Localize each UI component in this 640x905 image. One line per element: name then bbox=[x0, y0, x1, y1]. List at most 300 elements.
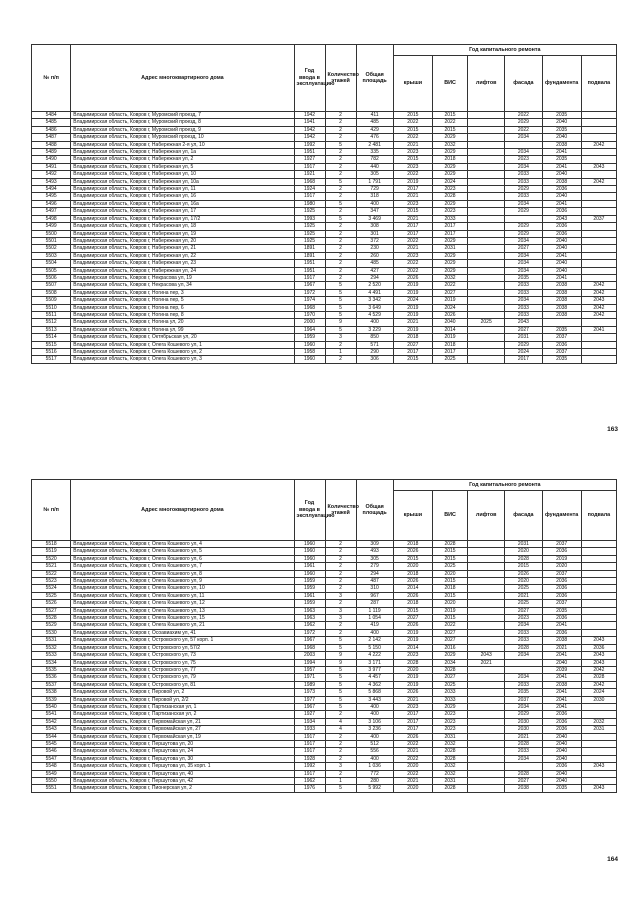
cell-basement: 2042 bbox=[581, 681, 616, 688]
cell-basement: 2042 bbox=[581, 178, 616, 185]
cell-foundation: 2038 bbox=[542, 289, 581, 296]
cell-foundation: 2041 bbox=[542, 652, 581, 659]
cell-vis: 2034 bbox=[432, 659, 467, 666]
cell-basement: 2032 bbox=[581, 718, 616, 725]
cell-foundation: 2036 bbox=[542, 711, 581, 718]
cell-basement: 2042 bbox=[581, 311, 616, 318]
cell-facade: 2034 bbox=[505, 703, 542, 710]
cell-address: Владимирская область, Ковров г, Олега Кошевого ул, 4 bbox=[71, 541, 294, 548]
cell-area: 487 bbox=[356, 578, 393, 585]
cell-vis: 2029 bbox=[432, 134, 467, 141]
cell-address: Владимирская область, Ковров г, Першутова ул, 20 bbox=[71, 740, 294, 747]
cell-address: Владимирская область, Ковров г, Некрасова ул, 19 bbox=[71, 274, 294, 281]
cell-lift bbox=[468, 171, 505, 178]
cell-roof: 2017 bbox=[393, 349, 432, 356]
cell-foundation: 2036 bbox=[542, 763, 581, 770]
cell-facade: 2022 bbox=[505, 112, 542, 119]
cell-area: 400 bbox=[356, 200, 393, 207]
cell-address: Владимирская область, Ковров г, Набережная 2-я ул, 10 bbox=[71, 141, 294, 148]
cell-address: Владимирская область, Ковров г, Набережная ул, 22 bbox=[71, 252, 294, 259]
cell-basement bbox=[581, 622, 616, 629]
cell-roof: 2018 bbox=[393, 541, 432, 548]
cell-foundation: 2038 bbox=[542, 304, 581, 311]
cell-basement bbox=[581, 112, 616, 119]
cell-lift bbox=[468, 703, 505, 710]
cell-area: 400 bbox=[356, 755, 393, 762]
cell-facade: 2029 bbox=[505, 186, 542, 193]
cell-foundation: 2040 bbox=[542, 119, 581, 126]
cell-year: 1974 bbox=[294, 297, 325, 304]
cell-foundation: 2037 bbox=[542, 570, 581, 577]
cell-num: 5544 bbox=[32, 733, 71, 740]
cell-year: 1925 bbox=[294, 237, 325, 244]
table-row bbox=[32, 186, 617, 193]
cell-facade: 2034 bbox=[505, 134, 542, 141]
cell-floors: 5 bbox=[325, 666, 356, 673]
cell-num: 5509 bbox=[32, 297, 71, 304]
cell-area: 309 bbox=[356, 541, 393, 548]
cell-basement bbox=[581, 563, 616, 570]
cell-foundation: 2036 bbox=[542, 592, 581, 599]
cell-basement bbox=[581, 585, 616, 592]
cell-basement bbox=[581, 245, 616, 252]
cell-year: 1959 bbox=[294, 334, 325, 341]
cell-floors: 2 bbox=[325, 600, 356, 607]
cell-lift bbox=[468, 637, 505, 644]
cell-floors: 2 bbox=[325, 186, 356, 193]
cell-floors: 5 bbox=[325, 326, 356, 333]
cell-foundation: 2035 bbox=[542, 785, 581, 792]
cell-area: 850 bbox=[356, 334, 393, 341]
cell-facade: 2033 bbox=[505, 629, 542, 636]
cell-facade: 2033 bbox=[505, 282, 542, 289]
table-row bbox=[32, 334, 617, 341]
cell-vis: 2024 bbox=[432, 178, 467, 185]
cell-facade: 2015 bbox=[505, 563, 542, 570]
cell-basement bbox=[581, 770, 616, 777]
table-row bbox=[32, 659, 617, 666]
cell-roof: 2015 bbox=[393, 356, 432, 363]
cell-address: Владимирская область, Ковров г, Набережная ул, 19 bbox=[71, 230, 294, 237]
cell-roof: 2022 bbox=[393, 740, 432, 747]
cell-roof: 2020 bbox=[393, 666, 432, 673]
cell-address: Владимирская область, Ковров г, Муромский проезд, 9 bbox=[71, 126, 294, 133]
cell-roof: 2017 bbox=[393, 718, 432, 725]
cell-year: 1921 bbox=[294, 171, 325, 178]
cell-foundation: 2041 bbox=[542, 252, 581, 259]
cell-num: 5505 bbox=[32, 267, 71, 274]
cell-num: 5513 bbox=[32, 326, 71, 333]
cell-floors: 2 bbox=[325, 252, 356, 259]
cell-foundation: 2035 bbox=[542, 326, 581, 333]
cell-year: 2003 bbox=[294, 652, 325, 659]
cell-basement: 2042 bbox=[581, 666, 616, 673]
table-body bbox=[32, 112, 617, 364]
cell-lift bbox=[468, 245, 505, 252]
cell-lift bbox=[468, 274, 505, 281]
cell-facade: 2033 bbox=[505, 748, 542, 755]
cell-roof: 2021 bbox=[393, 778, 432, 785]
cell-foundation: 2036 bbox=[542, 186, 581, 193]
cell-vis: 2028 bbox=[432, 541, 467, 548]
cell-area: 493 bbox=[356, 548, 393, 555]
cell-year: 1959 bbox=[294, 578, 325, 585]
table-row bbox=[32, 193, 617, 200]
table-row bbox=[32, 356, 617, 363]
cell-floors: 4 bbox=[325, 726, 356, 733]
cell-facade: 2031 bbox=[505, 541, 542, 548]
cell-vis: 2029 bbox=[432, 652, 467, 659]
cell-roof: 2015 bbox=[393, 555, 432, 562]
cell-roof: 2018 bbox=[393, 600, 432, 607]
cell-address: Владимирская область, Ковров г, Островского ул, 57/2 bbox=[71, 644, 294, 651]
cell-foundation: 2036 bbox=[542, 726, 581, 733]
cell-num: 5523 bbox=[32, 578, 71, 585]
table-row bbox=[32, 592, 617, 599]
cell-roof: 2026 bbox=[393, 733, 432, 740]
cell-foundation: 2041 bbox=[542, 200, 581, 207]
cell-vis: 2022 bbox=[432, 119, 467, 126]
cell-lift bbox=[468, 718, 505, 725]
cell-num: 5526 bbox=[32, 600, 71, 607]
cell-facade: 2033 bbox=[505, 681, 542, 688]
table-row bbox=[32, 230, 617, 237]
page-number: 163 bbox=[607, 426, 618, 433]
cell-address: Владимирская область, Ковров г, Ногина ул, 99 bbox=[71, 326, 294, 333]
cell-vis: 2017 bbox=[432, 230, 467, 237]
cell-basement bbox=[581, 223, 616, 230]
cell-address: Владимирская область, Ковров г, Олега Кошевого ул, 6 bbox=[71, 555, 294, 562]
cell-num: 5488 bbox=[32, 141, 71, 148]
cell-lift bbox=[468, 186, 505, 193]
cell-roof: 2022 bbox=[393, 119, 432, 126]
cell-floors: 5 bbox=[325, 674, 356, 681]
cell-facade: 2034 bbox=[505, 674, 542, 681]
cell-floors: 5 bbox=[325, 644, 356, 651]
cell-vis: 2029 bbox=[432, 260, 467, 267]
cell-roof: 2015 bbox=[393, 156, 432, 163]
cell-foundation: 2040 bbox=[542, 171, 581, 178]
cell-lift bbox=[468, 141, 505, 148]
cell-num: 5542 bbox=[32, 718, 71, 725]
cell-lift bbox=[468, 555, 505, 562]
cell-foundation: 2035 bbox=[542, 156, 581, 163]
cell-facade: 2030 bbox=[505, 718, 542, 725]
cell-floors: 2 bbox=[325, 267, 356, 274]
cell-num: 5549 bbox=[32, 770, 71, 777]
cell-floors: 2 bbox=[325, 341, 356, 348]
cell-facade: 2028 bbox=[505, 770, 542, 777]
cell-facade: 2029 bbox=[505, 119, 542, 126]
cell-lift bbox=[468, 237, 505, 244]
cell-floors: 2 bbox=[325, 541, 356, 548]
cell-year: 1994 bbox=[294, 659, 325, 666]
cell-foundation: 2040 bbox=[542, 237, 581, 244]
table-row bbox=[32, 126, 617, 133]
cell-floors: 5 bbox=[325, 689, 356, 696]
cell-vis: 2018 bbox=[432, 156, 467, 163]
cell-lift bbox=[468, 770, 505, 777]
cell-roof: 2027 bbox=[393, 341, 432, 348]
cell-basement: 2031 bbox=[581, 726, 616, 733]
cell-area: 347 bbox=[356, 208, 393, 215]
cell-vis: 2032 bbox=[432, 763, 467, 770]
cell-area: 260 bbox=[356, 252, 393, 259]
cell-floors: 2 bbox=[325, 163, 356, 170]
cell-floors: 5 bbox=[325, 178, 356, 185]
cell-address: Владимирская область, Ковров г, Ногина ул, 20 bbox=[71, 319, 294, 326]
cell-vis: 2029 bbox=[432, 703, 467, 710]
cell-area: 1 119 bbox=[356, 607, 393, 614]
cell-basement: 2043 bbox=[581, 163, 616, 170]
cell-num: 5507 bbox=[32, 282, 71, 289]
cell-roof: 2028 bbox=[393, 659, 432, 666]
cell-facade bbox=[505, 215, 542, 222]
table-row bbox=[32, 289, 617, 296]
cell-facade: 2038 bbox=[505, 785, 542, 792]
cell-area: 372 bbox=[356, 237, 393, 244]
cell-basement bbox=[581, 156, 616, 163]
cell-basement bbox=[581, 200, 616, 207]
table-row bbox=[32, 141, 617, 148]
cell-address: Владимирская область, Ковров г, Набережная ул, 5 bbox=[71, 163, 294, 170]
cell-floors: 2 bbox=[325, 134, 356, 141]
cell-vis: 2019 bbox=[432, 607, 467, 614]
cell-basement bbox=[581, 778, 616, 785]
cell-roof: 2021 bbox=[393, 193, 432, 200]
table-row bbox=[32, 637, 617, 644]
cell-lift bbox=[468, 267, 505, 274]
cell-vis: 2015 bbox=[432, 548, 467, 555]
cell-lift bbox=[468, 570, 505, 577]
cell-area: 4 529 bbox=[356, 311, 393, 318]
header-num: № п/п bbox=[32, 45, 71, 112]
header-year: Год ввода в эксплуатацию bbox=[294, 480, 325, 541]
cell-foundation: 2035 bbox=[542, 607, 581, 614]
cell-basement bbox=[581, 252, 616, 259]
cell-floors: 2 bbox=[325, 585, 356, 592]
cell-vis: 2033 bbox=[432, 689, 467, 696]
cell-vis: 2032 bbox=[432, 740, 467, 747]
cell-address: Владимирская область, Ковров г, Першутова ул, 42 bbox=[71, 778, 294, 785]
table-row bbox=[32, 629, 617, 636]
cell-year: 1891 bbox=[294, 252, 325, 259]
cell-facade: 2031 bbox=[505, 334, 542, 341]
cell-foundation: 2040 bbox=[542, 260, 581, 267]
cell-roof: 2020 bbox=[393, 563, 432, 570]
cell-basement bbox=[581, 349, 616, 356]
cell-basement bbox=[581, 356, 616, 363]
cell-address: Владимирская область, Ковров г, Ногина пер, 5 bbox=[71, 297, 294, 304]
cell-year: 1972 bbox=[294, 629, 325, 636]
cell-area: 294 bbox=[356, 274, 393, 281]
cell-facade: 2028 bbox=[505, 555, 542, 562]
cell-lift bbox=[468, 326, 505, 333]
cell-address: Владимирская область, Ковров г, Октябрьская ул, 20 bbox=[71, 334, 294, 341]
cell-foundation: 2037 bbox=[542, 349, 581, 356]
cell-basement bbox=[581, 267, 616, 274]
cell-year: 1968 bbox=[294, 644, 325, 651]
cell-roof: 2019 bbox=[393, 637, 432, 644]
cell-basement bbox=[581, 171, 616, 178]
table-row bbox=[32, 260, 617, 267]
cell-roof: 2026 bbox=[393, 689, 432, 696]
cell-num: 5540 bbox=[32, 703, 71, 710]
cell-area: 772 bbox=[356, 770, 393, 777]
table-row bbox=[32, 267, 617, 274]
cell-facade: 2027 bbox=[505, 778, 542, 785]
cell-area: 427 bbox=[356, 267, 393, 274]
cell-vis: 2025 bbox=[432, 563, 467, 570]
cell-roof: 2023 bbox=[393, 200, 432, 207]
cell-roof: 2022 bbox=[393, 134, 432, 141]
cell-basement bbox=[581, 237, 616, 244]
cell-basement: 2042 bbox=[581, 141, 616, 148]
cell-vis: 2032 bbox=[432, 770, 467, 777]
cell-facade: 2028 bbox=[505, 740, 542, 747]
cell-num: 5537 bbox=[32, 681, 71, 688]
cell-basement: 2043 bbox=[581, 763, 616, 770]
cell-area: 485 bbox=[356, 119, 393, 126]
cell-num: 5494 bbox=[32, 186, 71, 193]
cell-facade: 2025 bbox=[505, 600, 542, 607]
header-area: Общая площадь bbox=[356, 45, 393, 112]
cell-num: 5508 bbox=[32, 289, 71, 296]
cell-floors: 2 bbox=[325, 149, 356, 156]
cell-year: 1964 bbox=[294, 326, 325, 333]
cell-year: 1917 bbox=[294, 193, 325, 200]
cell-address: Владимирская область, Ковров г, Олега Кошевого ул, 2 bbox=[71, 349, 294, 356]
cell-num: 5495 bbox=[32, 193, 71, 200]
table-row bbox=[32, 615, 617, 622]
cell-foundation: 2021 bbox=[542, 644, 581, 651]
cell-year: 1924 bbox=[294, 186, 325, 193]
cell-address: Владимирская область, Ковров г, Олега Кошевого ул, 9 bbox=[71, 578, 294, 585]
cell-num: 5491 bbox=[32, 163, 71, 170]
cell-address: Владимирская область, Ковров г, Островского ул, 77 bbox=[71, 666, 294, 673]
cell-facade: 2029 bbox=[505, 208, 542, 215]
cell-vis: 2026 bbox=[432, 311, 467, 318]
cell-facade: 2020 bbox=[505, 578, 542, 585]
cell-roof: 2021 bbox=[393, 245, 432, 252]
cell-floors: 5 bbox=[325, 785, 356, 792]
cell-area: 1 791 bbox=[356, 178, 393, 185]
cell-roof: 2019 bbox=[393, 289, 432, 296]
cell-num: 5515 bbox=[32, 341, 71, 348]
cell-num: 5530 bbox=[32, 629, 71, 636]
cell-area: 306 bbox=[356, 356, 393, 363]
cell-vis: 2027 bbox=[432, 289, 467, 296]
cell-address: Владимирская область, Ковров г, Островского ул, 57 корп. 1 bbox=[71, 637, 294, 644]
cell-facade bbox=[505, 763, 542, 770]
cell-num: 5485 bbox=[32, 119, 71, 126]
cell-area: 2 142 bbox=[356, 637, 393, 644]
cell-year: 1960 bbox=[294, 356, 325, 363]
cell-year: 1967 bbox=[294, 282, 325, 289]
cell-facade: 2023 bbox=[505, 615, 542, 622]
cell-year: 1957 bbox=[294, 666, 325, 673]
cell-address: Владимирская область, Ковров г, Набережная ул, 17/2 bbox=[71, 215, 294, 222]
cell-basement bbox=[581, 260, 616, 267]
cell-vis: 2029 bbox=[432, 149, 467, 156]
cell-year: 1927 bbox=[294, 711, 325, 718]
cell-roof: 2022 bbox=[393, 260, 432, 267]
cell-num: 5506 bbox=[32, 274, 71, 281]
cell-year: 1941 bbox=[294, 119, 325, 126]
cell-basement bbox=[581, 711, 616, 718]
header-floors: Количество этажей bbox=[325, 480, 356, 541]
cell-roof: 2017 bbox=[393, 711, 432, 718]
table-row bbox=[32, 112, 617, 119]
cell-year: 1959 bbox=[294, 585, 325, 592]
cell-vis: 2024 bbox=[432, 304, 467, 311]
table-row bbox=[32, 607, 617, 614]
cell-lift bbox=[468, 696, 505, 703]
cell-area: 400 bbox=[356, 711, 393, 718]
cell-year: 1961 bbox=[294, 563, 325, 570]
cell-area: 310 bbox=[356, 585, 393, 592]
cell-floors: 2 bbox=[325, 770, 356, 777]
table-row bbox=[32, 237, 617, 244]
cell-lift bbox=[468, 681, 505, 688]
cell-area: 5 992 bbox=[356, 785, 393, 792]
cell-year: 1976 bbox=[294, 785, 325, 792]
cell-year: 1917 bbox=[294, 740, 325, 747]
cell-address: Владимирская область, Ковров г, Набережная ул, 10 bbox=[71, 171, 294, 178]
cell-basement bbox=[581, 615, 616, 622]
cell-area: 400 bbox=[356, 733, 393, 740]
cell-year: 1962 bbox=[294, 778, 325, 785]
cell-floors: 2 bbox=[325, 237, 356, 244]
cell-vis: 2017 bbox=[432, 349, 467, 356]
cell-num: 5546 bbox=[32, 748, 71, 755]
cell-foundation: 2037 bbox=[542, 600, 581, 607]
header-repair-group: Год капитального ремонта bbox=[393, 480, 616, 491]
cell-foundation: 2040 bbox=[542, 740, 581, 747]
cell-facade: 2033 bbox=[505, 637, 542, 644]
cell-floors: 9 bbox=[325, 659, 356, 666]
cell-floors: 2 bbox=[325, 156, 356, 163]
table-row bbox=[32, 134, 617, 141]
cell-lift bbox=[468, 615, 505, 622]
cell-lift bbox=[468, 126, 505, 133]
cell-roof: 2018 bbox=[393, 334, 432, 341]
cell-lift bbox=[468, 119, 505, 126]
cell-basement bbox=[581, 119, 616, 126]
cell-foundation: 2019 bbox=[542, 555, 581, 562]
header-roof: крыши bbox=[393, 56, 432, 112]
cell-floors: 2 bbox=[325, 548, 356, 555]
cell-area: 967 bbox=[356, 592, 393, 599]
cell-vis: 2023 bbox=[432, 718, 467, 725]
cell-area: 782 bbox=[356, 156, 393, 163]
cell-lift bbox=[468, 755, 505, 762]
cell-foundation: 2040 bbox=[542, 733, 581, 740]
cell-lift bbox=[468, 341, 505, 348]
cell-foundation: 2041 bbox=[542, 674, 581, 681]
header-year: Год ввода в эксплуатацию bbox=[294, 45, 325, 112]
table-row bbox=[32, 703, 617, 710]
cell-floors: 5 bbox=[325, 297, 356, 304]
cell-facade: 2033 bbox=[505, 311, 542, 318]
cell-address: Владимирская область, Ковров г, Партизанская ул, 2 bbox=[71, 711, 294, 718]
cell-foundation: 2040 bbox=[542, 267, 581, 274]
cell-num: 5519 bbox=[32, 548, 71, 555]
cell-roof: 2018 bbox=[393, 570, 432, 577]
cell-floors: 3 bbox=[325, 763, 356, 770]
cell-vis: 2014 bbox=[432, 326, 467, 333]
table-row bbox=[32, 652, 617, 659]
